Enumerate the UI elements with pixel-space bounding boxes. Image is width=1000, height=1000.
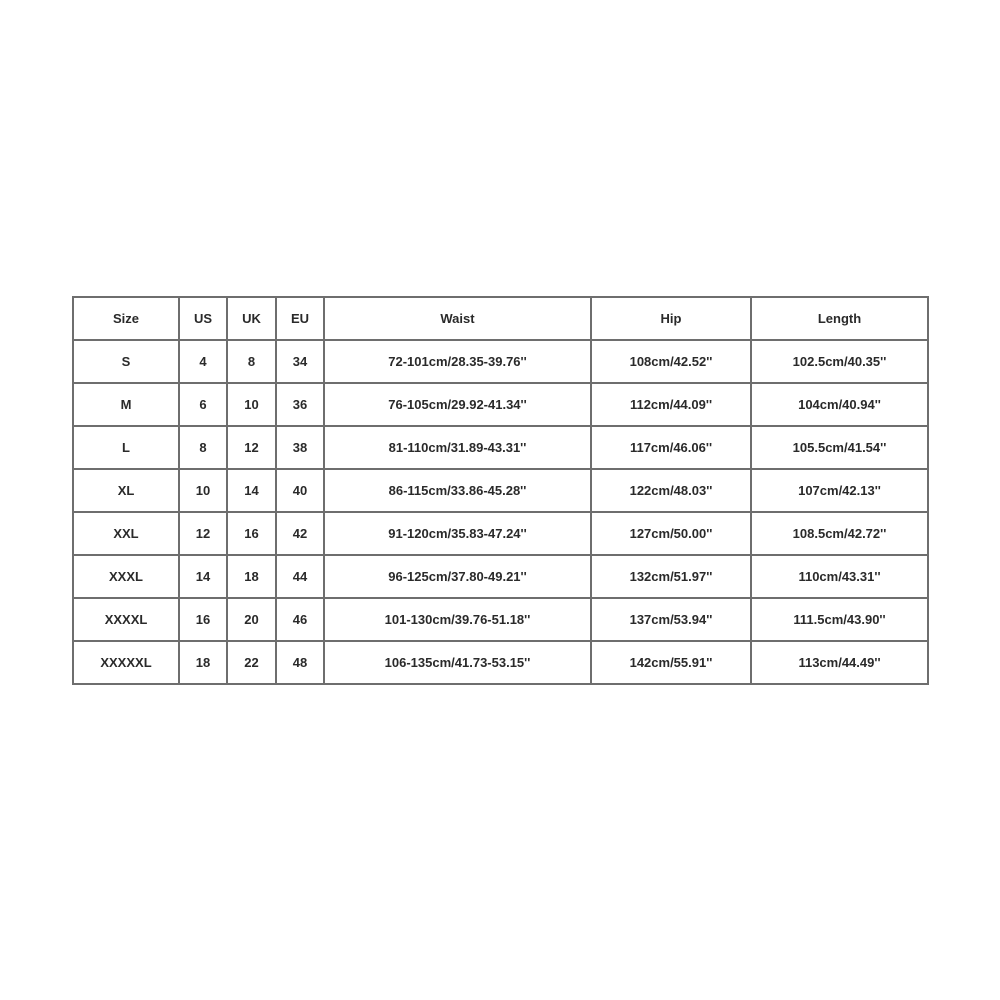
- cell-length: 110cm/43.31'': [751, 555, 928, 598]
- table-row: [73, 641, 928, 684]
- header-size: Size: [73, 297, 179, 340]
- cell-size: XXXXL: [73, 598, 179, 641]
- cell-hip: 122cm/48.03'': [591, 469, 751, 512]
- header-length: Length: [751, 297, 928, 340]
- cell-us: 10: [179, 469, 227, 512]
- cell-size: XL: [73, 469, 179, 512]
- cell-length: 107cm/42.13'': [751, 469, 928, 512]
- cell-us: 8: [179, 426, 227, 469]
- cell-size: L: [73, 426, 179, 469]
- cell-size: XXL: [73, 512, 179, 555]
- cell-uk: 20: [227, 598, 276, 641]
- cell-hip: 127cm/50.00'': [591, 512, 751, 555]
- cell-eu: 40: [276, 469, 324, 512]
- cell-hip: 137cm/53.94'': [591, 598, 751, 641]
- cell-uk: 14: [227, 469, 276, 512]
- cell-size: S: [73, 340, 179, 383]
- cell-uk: 12: [227, 426, 276, 469]
- cell-us: 6: [179, 383, 227, 426]
- cell-us: 14: [179, 555, 227, 598]
- cell-waist: 76-105cm/29.92-41.34'': [324, 383, 591, 426]
- cell-hip: 132cm/51.97'': [591, 555, 751, 598]
- cell-waist: 106-135cm/41.73-53.15'': [324, 641, 591, 684]
- table-row: [73, 469, 928, 512]
- cell-length: 102.5cm/40.35'': [751, 340, 928, 383]
- cell-length: 113cm/44.49'': [751, 641, 928, 684]
- cell-us: 16: [179, 598, 227, 641]
- cell-uk: 10: [227, 383, 276, 426]
- cell-waist: 91-120cm/35.83-47.24'': [324, 512, 591, 555]
- cell-eu: 36: [276, 383, 324, 426]
- header-us: US: [179, 297, 227, 340]
- table-row: [73, 383, 928, 426]
- table-row: [73, 598, 928, 641]
- cell-length: 104cm/40.94'': [751, 383, 928, 426]
- cell-eu: 44: [276, 555, 324, 598]
- cell-waist: 86-115cm/33.86-45.28'': [324, 469, 591, 512]
- cell-uk: 22: [227, 641, 276, 684]
- header-row: [73, 297, 928, 340]
- cell-hip: 108cm/42.52'': [591, 340, 751, 383]
- size-chart-table: [72, 296, 929, 685]
- cell-uk: 8: [227, 340, 276, 383]
- cell-length: 108.5cm/42.72'': [751, 512, 928, 555]
- cell-waist: 96-125cm/37.80-49.21'': [324, 555, 591, 598]
- table-row: [73, 512, 928, 555]
- cell-us: 4: [179, 340, 227, 383]
- cell-us: 12: [179, 512, 227, 555]
- cell-size: XXXXXL: [73, 641, 179, 684]
- header-hip: Hip: [591, 297, 751, 340]
- cell-length: 105.5cm/41.54'': [751, 426, 928, 469]
- cell-hip: 112cm/44.09'': [591, 383, 751, 426]
- header-uk: UK: [227, 297, 276, 340]
- cell-waist: 81-110cm/31.89-43.31'': [324, 426, 591, 469]
- cell-waist: 72-101cm/28.35-39.76'': [324, 340, 591, 383]
- header-eu: EU: [276, 297, 324, 340]
- cell-waist: 101-130cm/39.76-51.18'': [324, 598, 591, 641]
- cell-length: 111.5cm/43.90'': [751, 598, 928, 641]
- cell-hip: 142cm/55.91'': [591, 641, 751, 684]
- cell-uk: 16: [227, 512, 276, 555]
- cell-size: M: [73, 383, 179, 426]
- cell-uk: 18: [227, 555, 276, 598]
- header-waist: Waist: [324, 297, 591, 340]
- cell-eu: 48: [276, 641, 324, 684]
- table-row: [73, 340, 928, 383]
- cell-eu: 38: [276, 426, 324, 469]
- cell-eu: 34: [276, 340, 324, 383]
- cell-eu: 42: [276, 512, 324, 555]
- table-row: [73, 555, 928, 598]
- cell-eu: 46: [276, 598, 324, 641]
- size-chart-body: [73, 340, 928, 684]
- cell-size: XXXL: [73, 555, 179, 598]
- cell-hip: 117cm/46.06'': [591, 426, 751, 469]
- table-row: [73, 426, 928, 469]
- cell-us: 18: [179, 641, 227, 684]
